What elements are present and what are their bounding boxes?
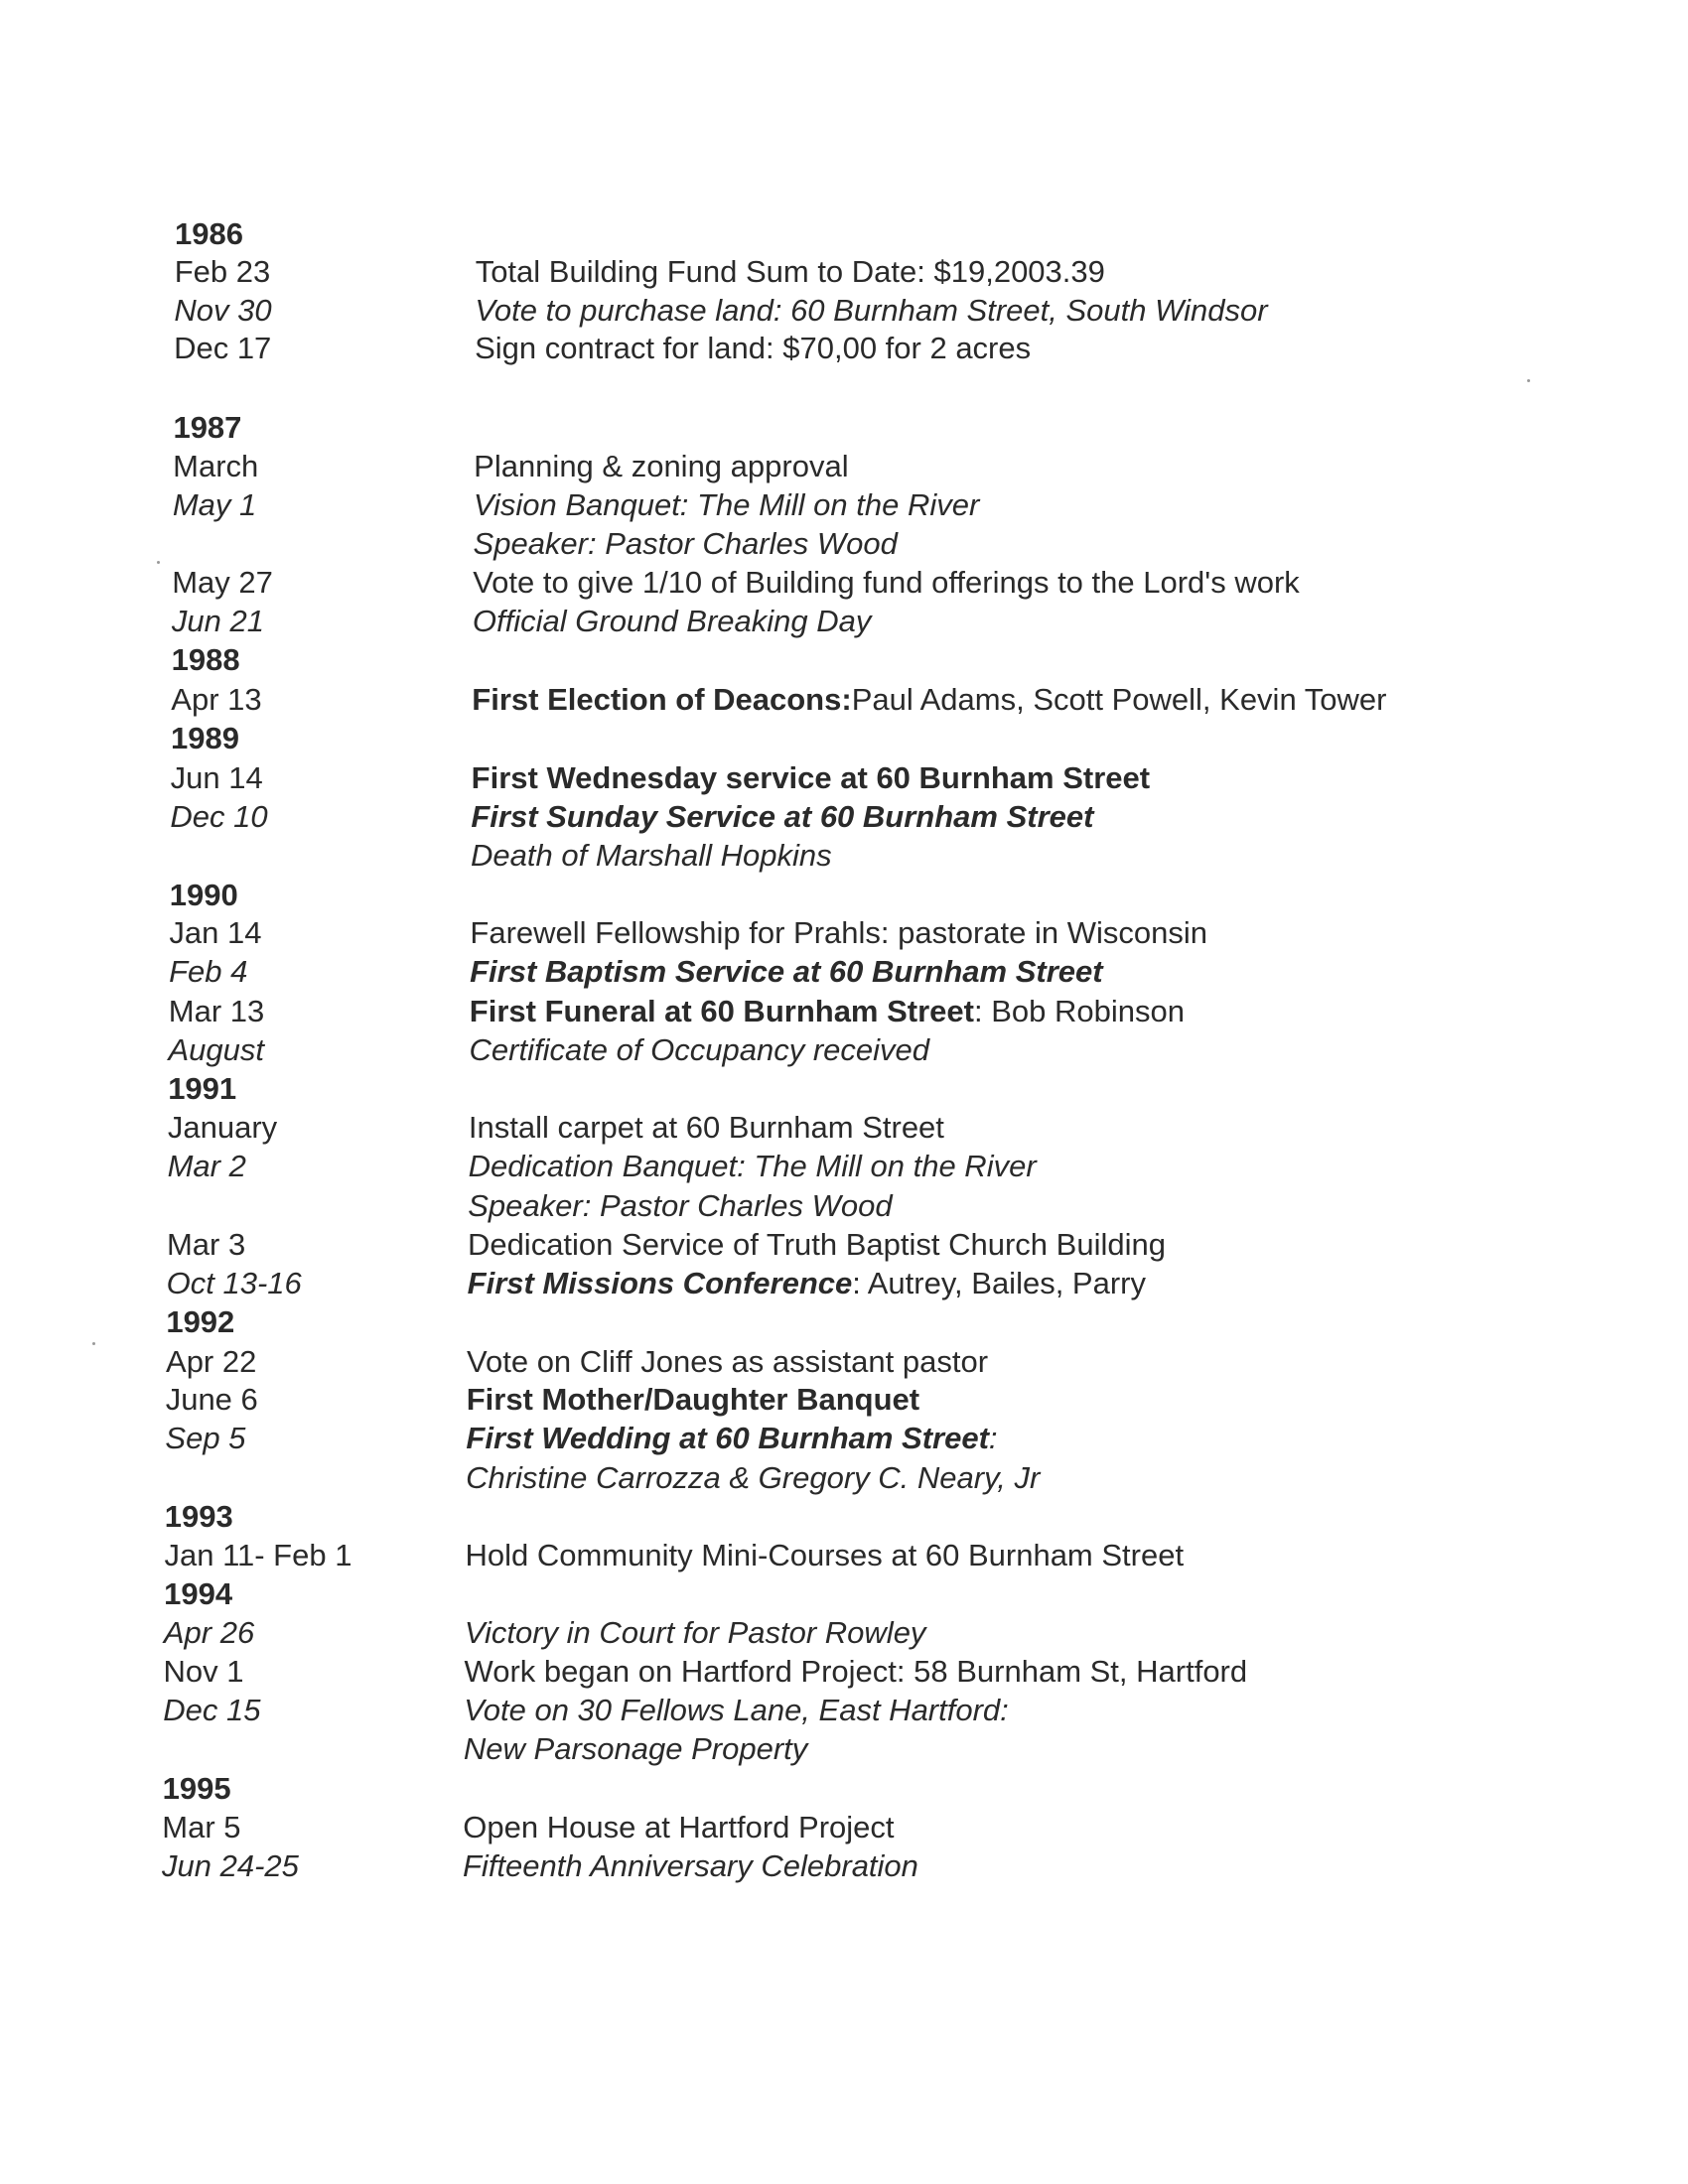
event-row: [0, 1536, 1688, 1575]
event-date: Mar 2: [167, 1149, 246, 1183]
event-row: [0, 1147, 1688, 1186]
event-text-segment: Speaker: Pastor Charles Wood: [468, 1188, 893, 1223]
event-date: Mar 3: [166, 1227, 246, 1262]
year-row: [0, 1497, 1688, 1537]
year-row: [0, 1769, 1688, 1809]
event-row: [0, 758, 1688, 798]
year-row: [0, 640, 1688, 680]
event-row: [0, 1458, 1688, 1498]
event-description: [469, 1108, 944, 1148]
event-text-segment: Sign contract for land: $70,00 for 2 acres: [475, 331, 1032, 365]
event-text-segment: Victory in Court for Pastor Rowley: [464, 1615, 926, 1650]
event-row: [0, 1729, 1688, 1769]
event-date: Oct 13-16: [166, 1266, 302, 1300]
event-text-segment: Planning & zoning approval: [474, 449, 849, 483]
event-date: Jan 14: [169, 915, 262, 950]
event-date: March: [173, 449, 259, 483]
event-text-segment: Paul Adams, Scott Powell, Kevin Tower: [851, 682, 1387, 717]
event-row: [0, 1186, 1688, 1226]
event-date: Apr 26: [163, 1615, 255, 1650]
event-row: [0, 291, 1688, 331]
event-text-segment: First Funeral at 60 Burnham Street: [469, 994, 974, 1028]
event-row: [0, 252, 1688, 292]
event-description: [475, 329, 1031, 368]
year-row: [0, 1574, 1688, 1614]
event-description: [472, 758, 1150, 798]
year-heading: 1989: [170, 721, 239, 755]
event-description: [465, 1536, 1184, 1575]
scan-speck: [157, 561, 160, 564]
event-description: [469, 1147, 1037, 1186]
event-date: Nov 1: [163, 1654, 244, 1689]
event-row: [0, 1108, 1688, 1148]
event-description: [470, 952, 1102, 992]
event-text-segment: Install carpet at 60 Burnham Street: [468, 1110, 944, 1145]
scan-speck: [92, 1342, 95, 1345]
event-text-segment: Farewell Fellowship for Prahls: pastorate in Wisconsin: [470, 915, 1207, 950]
event-description: [463, 1846, 918, 1886]
event-text-segment: New Parsonage Property: [463, 1731, 808, 1766]
event-text-segment: : Bob Robinson: [973, 994, 1185, 1028]
year-heading: 1992: [166, 1304, 235, 1339]
event-row: [0, 1380, 1688, 1420]
event-row: [0, 1030, 1688, 1070]
event-text-segment: :: [988, 1421, 998, 1455]
event-text-segment: Hold Community Mini-Courses at 60 Burnham Street: [465, 1538, 1185, 1572]
event-date: Dec 17: [174, 331, 272, 365]
year-row: [0, 719, 1688, 758]
event-row: [0, 1808, 1688, 1847]
event-description: [465, 1652, 1248, 1692]
year-row: [0, 1069, 1688, 1109]
event-row: [0, 1264, 1688, 1303]
event-text-segment: Death of Marshall Hopkins: [471, 838, 832, 873]
event-row: [0, 992, 1688, 1031]
event-text-segment: Vote to purchase land: 60 Burnham Street, South Windsor: [475, 293, 1268, 328]
event-description: [474, 485, 979, 525]
event-date: Dec 10: [170, 799, 268, 834]
event-description: [470, 992, 1185, 1031]
event-description: [463, 1808, 894, 1847]
event-date: Jun 21: [171, 604, 264, 638]
event-description: [464, 1691, 1009, 1730]
event-text-segment: First Missions Conference: [467, 1266, 853, 1300]
event-date: Jun 24-25: [162, 1848, 299, 1883]
event-description: [476, 252, 1105, 292]
event-text-segment: Vote to give 1/10 of Building fund offerings to the Lord's work: [473, 565, 1300, 600]
event-row: [0, 836, 1688, 876]
year-heading: 1987: [173, 410, 242, 445]
event-date: January: [167, 1110, 278, 1145]
event-description: [472, 680, 1386, 720]
event-row: [0, 1613, 1688, 1653]
event-text-segment: Vote on 30 Fellows Lane, East Hartford:: [464, 1693, 1009, 1727]
year-heading: 1990: [169, 878, 238, 912]
event-text-segment: First Wednesday service at 60 Burnham Street: [471, 760, 1151, 795]
event-text-segment: First Baptism Service at 60 Burnham Street: [470, 954, 1103, 989]
event-row: [0, 1652, 1688, 1692]
event-date: Apr 13: [171, 682, 262, 717]
year-heading: 1994: [164, 1576, 233, 1611]
event-text-segment: First Election of Deacons:: [472, 682, 852, 717]
year-row: [0, 1302, 1688, 1342]
event-text-segment: Speaker: Pastor Charles Wood: [473, 526, 898, 561]
scan-speck: [1527, 379, 1530, 382]
event-row: [0, 1846, 1688, 1886]
event-date: Feb 23: [174, 254, 271, 289]
event-row: [0, 602, 1688, 641]
event-text-segment: Certificate of Occupancy received: [469, 1032, 929, 1067]
event-description: [470, 913, 1207, 953]
event-date: May 27: [172, 565, 273, 600]
event-row: [0, 524, 1688, 564]
event-row: [0, 329, 1688, 368]
event-date: Nov 30: [174, 293, 272, 328]
event-description: [471, 797, 1093, 837]
event-description: [465, 1613, 926, 1653]
event-description: [466, 1419, 997, 1458]
event-text-segment: First Mother/Daughter Banquet: [466, 1382, 920, 1417]
event-description: [466, 1458, 1040, 1498]
year-heading: 1986: [175, 216, 243, 251]
event-text-segment: Christine Carrozza & Gregory C. Neary, Jr: [466, 1460, 1041, 1495]
event-text-segment: Official Ground Breaking Day: [472, 604, 872, 638]
event-text-segment: First Wedding at 60 Burnham Street: [466, 1421, 989, 1455]
event-description: [473, 602, 871, 641]
event-text-segment: Vote on Cliff Jones as assistant pastor: [467, 1344, 989, 1379]
event-row: [0, 485, 1688, 525]
event-text-segment: First Sunday Service at 60 Burnham Street: [471, 799, 1094, 834]
year-row: [0, 214, 1688, 254]
event-description: [471, 836, 832, 876]
event-row: [0, 1691, 1688, 1730]
event-text-segment: Fifteenth Anniversary Celebration: [463, 1848, 918, 1883]
event-description: [468, 1186, 892, 1226]
event-row: [0, 563, 1688, 603]
event-description: [474, 524, 898, 564]
year-heading: 1988: [171, 642, 240, 677]
event-date: Feb 4: [169, 954, 248, 989]
event-date: June 6: [165, 1382, 258, 1417]
event-date: August: [168, 1032, 265, 1067]
event-row: [0, 680, 1688, 720]
event-description: [470, 1030, 930, 1070]
event-description: [467, 1380, 919, 1420]
event-date: Dec 15: [163, 1693, 261, 1727]
event-description: [468, 1225, 1166, 1265]
event-date: Apr 22: [166, 1344, 257, 1379]
event-text-segment: Total Building Fund Sum to Date: $19,2003.39: [475, 254, 1105, 289]
year-heading: 1991: [168, 1071, 237, 1106]
event-date: Jun 14: [170, 760, 263, 795]
event-row: [0, 952, 1688, 992]
event-row: [0, 447, 1688, 486]
event-row: [0, 1342, 1688, 1382]
event-date: Sep 5: [165, 1421, 246, 1455]
event-description: [464, 1729, 807, 1769]
event-text-segment: Dedication Banquet: The Mill on the River: [468, 1149, 1037, 1183]
event-date: Mar 13: [168, 994, 265, 1028]
year-heading: 1993: [164, 1499, 233, 1534]
event-date: May 1: [172, 487, 257, 522]
event-description: [468, 1264, 1146, 1303]
event-date: Mar 5: [162, 1810, 241, 1844]
year-row: [0, 408, 1688, 448]
year-row: [0, 876, 1688, 915]
event-description: [475, 291, 1267, 331]
event-row: [0, 1419, 1688, 1458]
event-text-segment: : Autrey, Bailes, Parry: [852, 1266, 1146, 1300]
event-row: [0, 913, 1688, 953]
year-heading: 1995: [162, 1771, 231, 1806]
event-text-segment: Vision Banquet: The Mill on the River: [473, 487, 980, 522]
event-row: [0, 1225, 1688, 1265]
event-description: [473, 563, 1300, 603]
event-text-segment: Dedication Service of Truth Baptist Church Building: [467, 1227, 1166, 1262]
event-description: [467, 1342, 988, 1382]
event-description: [474, 447, 848, 486]
event-text-segment: Work began on Hartford Project: 58 Burnham St, Hartford: [464, 1654, 1248, 1689]
event-row: [0, 797, 1688, 837]
event-date: Jan 11- Feb 1: [164, 1538, 352, 1572]
event-text-segment: Open House at Hartford Project: [463, 1810, 895, 1844]
